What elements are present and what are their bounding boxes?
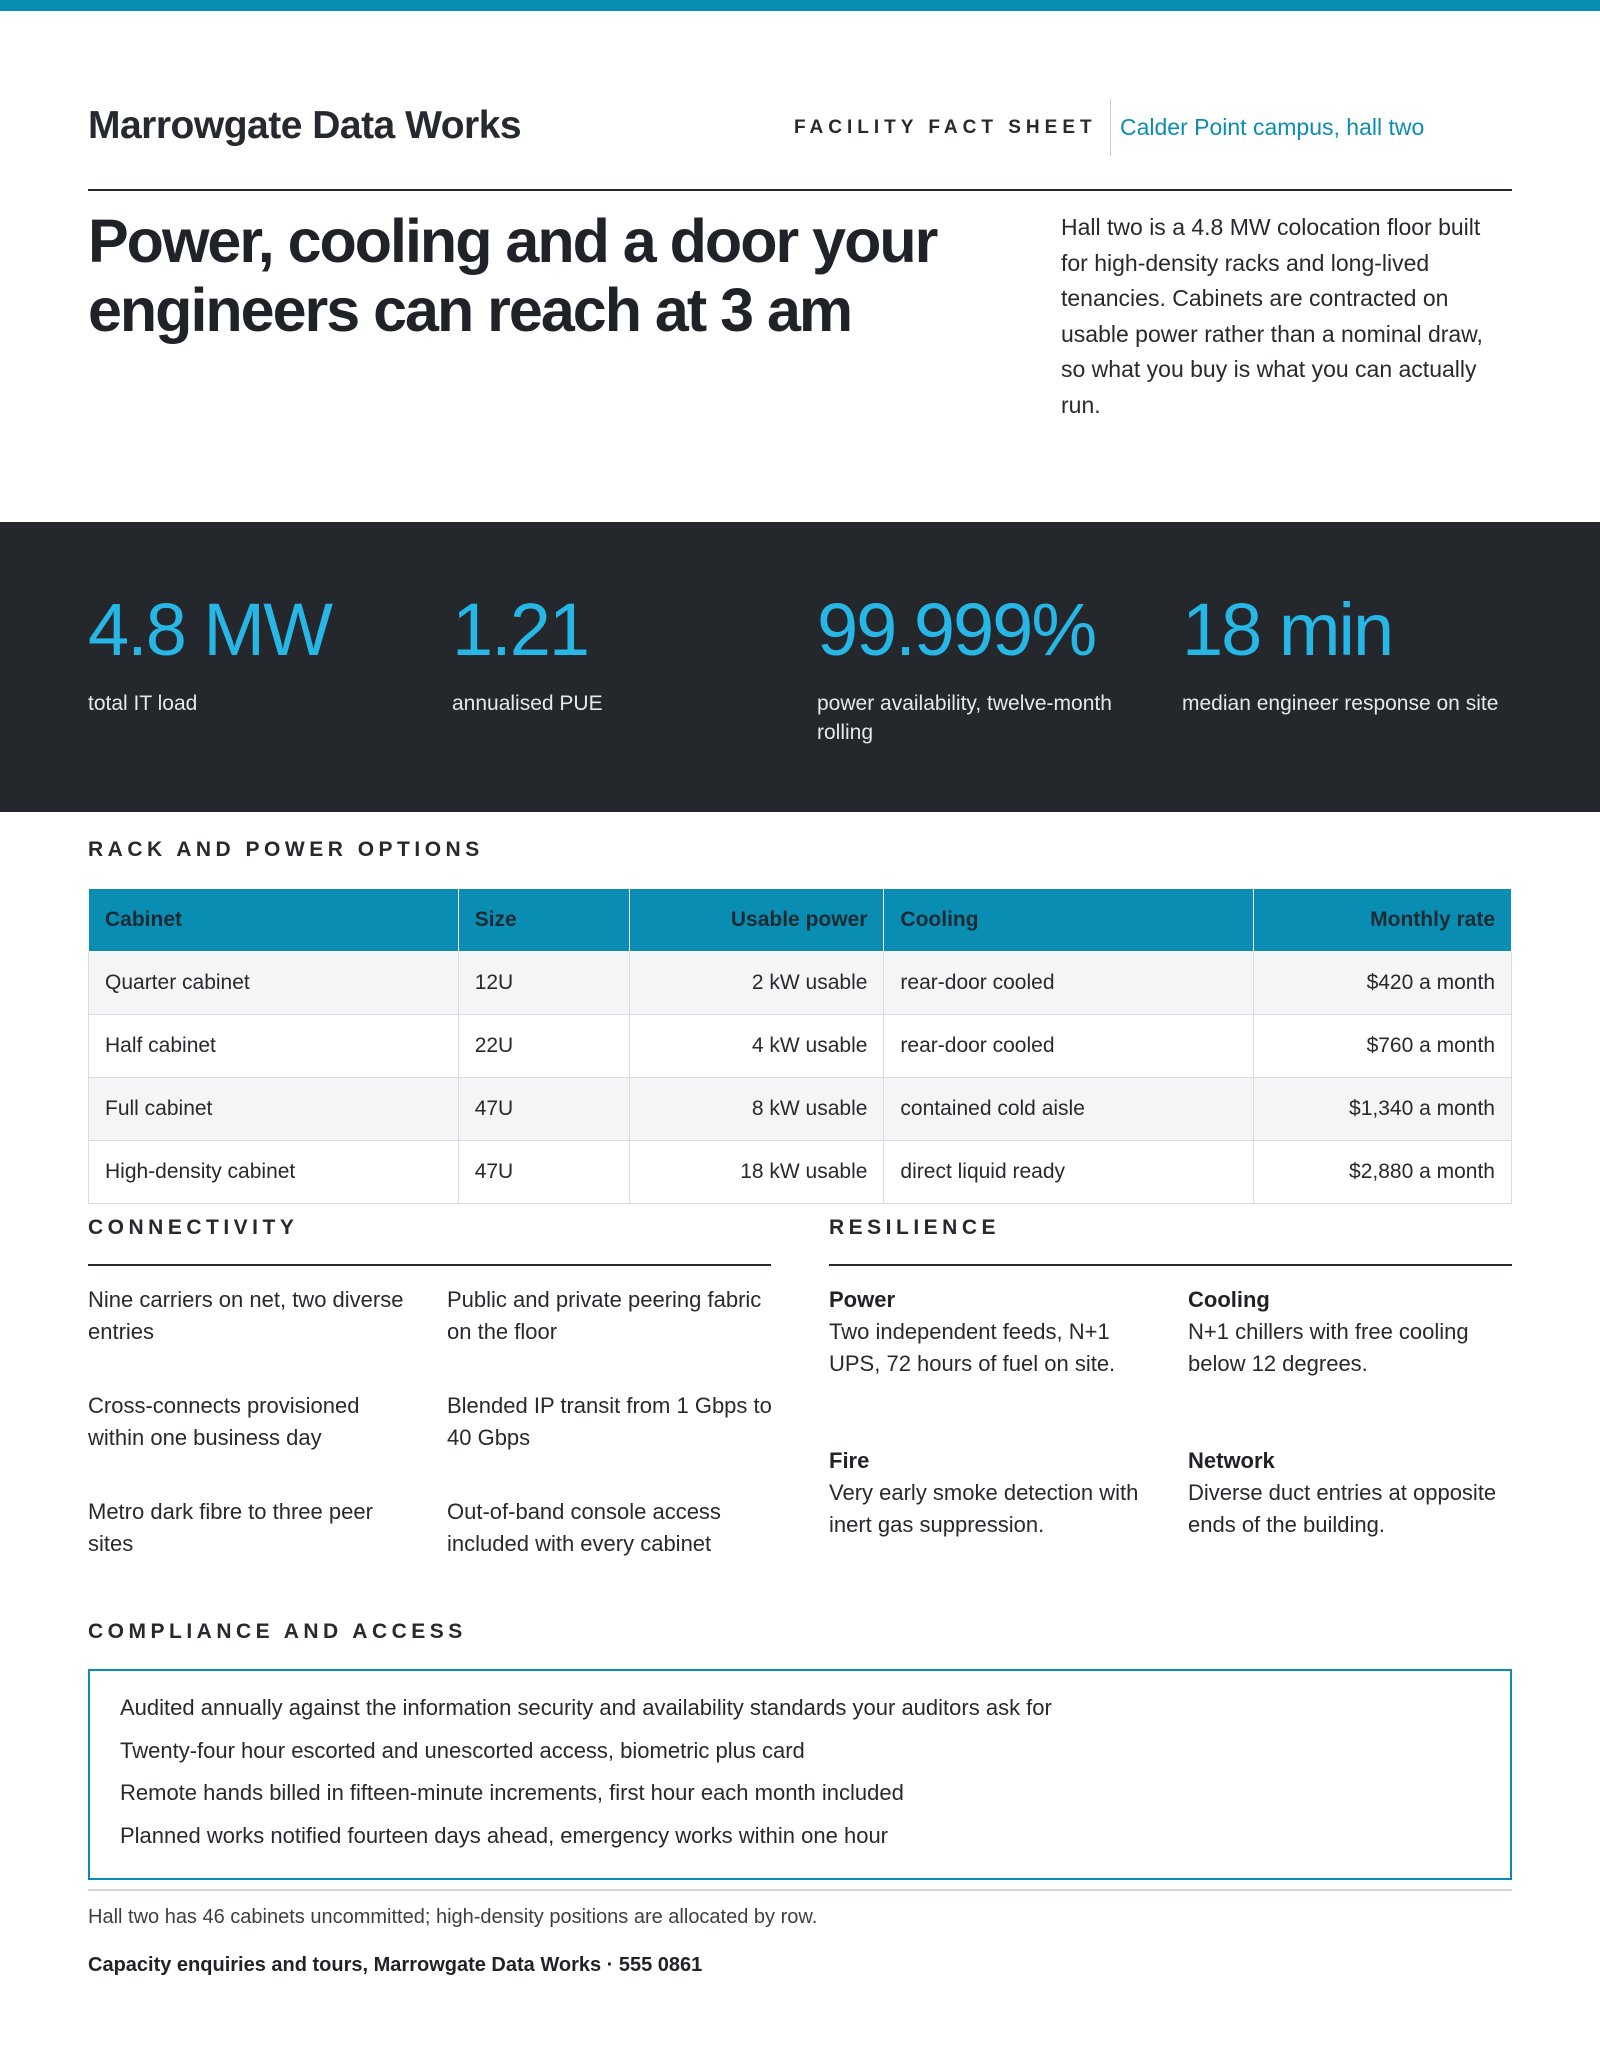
size-cell: 22U [458,1015,629,1078]
cabinet-cell: High-density cabinet [89,1141,459,1204]
stat-pue [452,585,782,718]
cooling-cell: direct liquid ready [884,1141,1254,1204]
table-header-row [89,889,1512,952]
resilience-item-network [1188,1445,1518,1541]
usable-power-cell: 4 kW usable [629,1015,884,1078]
stat-label: power availability, twelve-month rolling [817,692,1112,744]
stat-availability [817,585,1147,747]
resilience-item-power [829,1284,1159,1380]
compliance-item: Audited annually against the information security and availability standards your auditors ask for [120,1695,1052,1720]
usable-power-cell: 2 kW usable [629,952,884,1015]
resilience-item-title: Network [1188,1448,1275,1473]
usable-power-cell: 8 kW usable [629,1078,884,1141]
column-header-cabinet: Cabinet [89,889,459,952]
usable-power-cell: 18 kW usable [629,1141,884,1204]
table-row [89,952,1512,1015]
rack-section-heading: RACK AND POWER OPTIONS [88,838,484,861]
cooling-cell: contained cold aisle [884,1078,1254,1141]
connectivity-heading: CONNECTIVITY [88,1216,299,1239]
resilience-item-title: Power [829,1287,896,1312]
column-header-usable-power: Usable power [629,889,884,952]
stat-value: 1.21 [452,588,589,671]
footer-note: Hall two has 46 cabinets uncommitted; high-density positions are allocated by row. [88,1906,818,1928]
connectivity-item: Nine carriers on net, two diverse entries [88,1287,404,1344]
monthly-rate-cell: $420 a month [1254,952,1512,1015]
connectivity-rule [88,1264,771,1266]
intro-paragraph: Hall two is a 4.8 MW colocation floor built for high-density racks and long-lived tenancies. Cabinets are contracted on usable power rather than a nominal draw, so what you buy is what you can actually run. [1061,214,1483,418]
stat-it-load [88,585,418,718]
brand-name: Marrowgate Data Works [88,104,522,147]
resilience-item-title: Cooling [1188,1287,1270,1312]
stat-value: 4.8 MW [88,588,331,671]
stat-label: median engineer response on site [1182,692,1499,715]
connectivity-item: Out-of-band console access included with every cabinet [447,1499,721,1556]
compliance-heading: COMPLIANCE AND ACCESS [88,1620,467,1643]
column-header-monthly-rate: Monthly rate [1254,889,1512,952]
resilience-item-text: Very early smoke detection with inert gas suppression. [829,1480,1139,1537]
cabinet-cell: Half cabinet [89,1015,459,1078]
cooling-cell: rear-door cooled [884,1015,1254,1078]
header-rule [88,189,1512,191]
connectivity-item: Cross-connects provisioned within one business day [88,1393,360,1450]
stat-response [1182,585,1512,718]
header-divider [1110,99,1111,156]
footer-rule [88,1889,1512,1891]
monthly-rate-cell: $2,880 a month [1254,1141,1512,1204]
resilience-item-text: Diverse duct entries at opposite ends of the building. [1188,1480,1497,1537]
size-cell: 12U [458,952,629,1015]
compliance-item: Planned works notified fourteen days ahead, emergency works within one hour [120,1822,889,1848]
table-row [89,1015,1512,1078]
resilience-heading: RESILIENCE [829,1216,1001,1239]
resilience-rule [829,1264,1512,1266]
footer-contact: Capacity enquiries and tours, Marrowgate Data Works · 555 0861 [88,1954,703,1976]
size-cell: 47U [458,1141,629,1204]
size-cell: 47U [458,1078,629,1141]
resilience-item-title: Fire [829,1448,870,1473]
resilience-item-fire [829,1445,1159,1541]
compliance-box [88,1669,1512,1880]
compliance-item: Remote hands billed in fifteen-minute increments, first hour each month included [120,1780,904,1805]
table-row [89,1141,1512,1204]
cooling-cell: rear-door cooled [884,952,1254,1015]
compliance-item: Twenty-four hour escorted and unescorted access, biometric plus card [120,1737,805,1763]
connectivity-item: Blended IP transit from 1 Gbps to 40 Gbps [447,1393,772,1450]
top-accent-bar [0,0,1600,11]
resilience-item-text: Two independent feeds, N+1 UPS, 72 hours of fuel on site. [829,1319,1116,1376]
resilience-item-cooling [1188,1284,1518,1380]
campus-label: Calder Point campus, hall two [1120,114,1425,140]
connectivity-item: Metro dark fibre to three peer sites [88,1499,373,1556]
monthly-rate-cell: $1,340 a month [1254,1078,1512,1141]
stat-label: annualised PUE [452,692,603,715]
resilience-item-text: N+1 chillers with free cooling below 12 degrees. [1188,1319,1469,1376]
rack-options-table [88,888,1512,1204]
table-row [89,1078,1512,1141]
column-header-cooling: Cooling [884,889,1254,952]
document-kicker: FACILITY FACT SHEET [794,117,1097,138]
page-headline: Power, cooling and a door your engineers can reach at 3 am [88,207,937,344]
stat-value: 18 min [1182,588,1393,671]
stat-label: total IT load [88,692,198,715]
column-header-size: Size [458,889,629,952]
cabinet-cell: Quarter cabinet [89,952,459,1015]
cabinet-cell: Full cabinet [89,1078,459,1141]
connectivity-item: Public and private peering fabric on the floor [447,1287,762,1344]
monthly-rate-cell: $760 a month [1254,1015,1512,1078]
stat-value: 99.999% [817,588,1096,671]
compliance-list [90,1671,1510,1857]
